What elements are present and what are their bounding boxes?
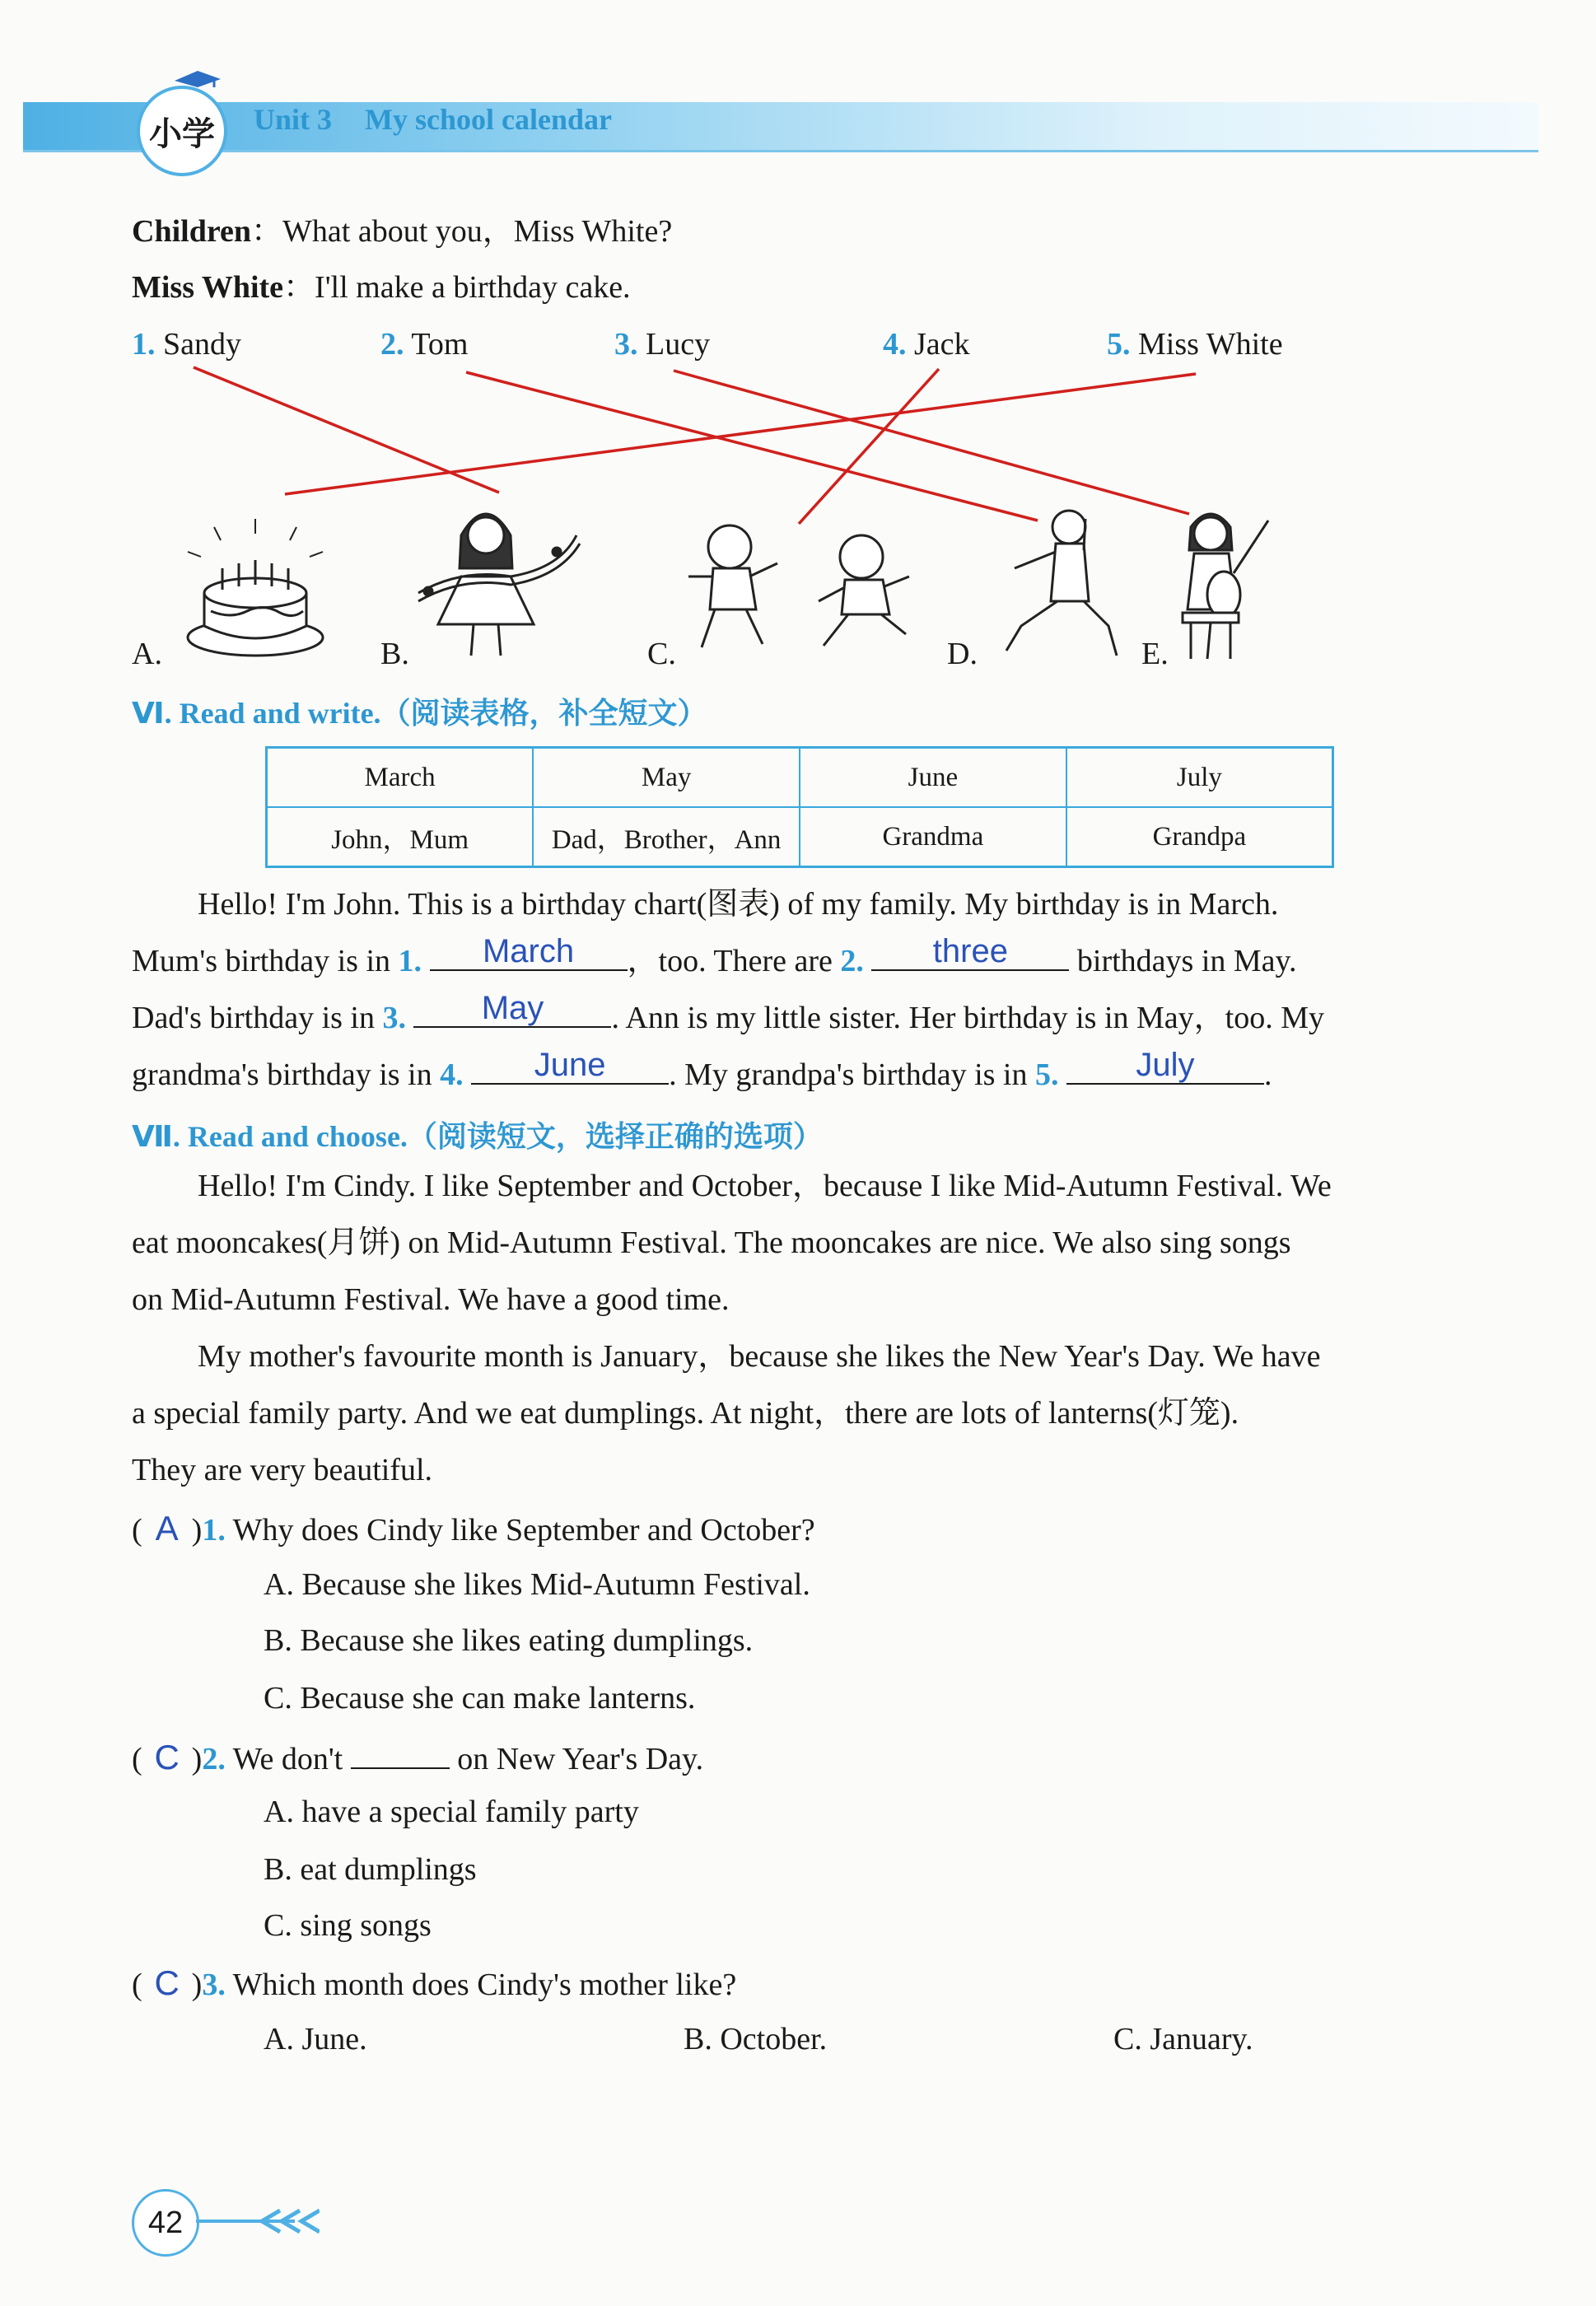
passage-line: Hello! I'm Cindy. I like September and October，because I like Mid-Autumn Festival. We — [198, 1169, 1332, 1203]
question-blank — [351, 1736, 450, 1769]
answer-blank-2[interactable]: three — [871, 938, 1069, 971]
name-item: 1. Sandy — [132, 327, 241, 362]
option: B. October. — [684, 2022, 828, 2056]
page-number: 42 — [132, 2189, 199, 2257]
dialogue-line-2: Miss White：I'll make a birthday cake. — [132, 270, 631, 305]
answer-choice-1[interactable]: A — [155, 1509, 179, 1547]
name-item: 2. Tom — [380, 327, 469, 362]
question-1: ( A )1. Why does Cindy like September and October? — [132, 1509, 815, 1547]
table-cell: Dad，Brother，Ann — [533, 807, 800, 867]
passage-line: Hello! I'm John. This is a birthday chart(图表) of my family. My birthday is in March. — [198, 887, 1279, 922]
header-logo — [137, 86, 227, 176]
answer-blank-3[interactable]: May — [413, 995, 611, 1028]
passage-line: a special family party. And we eat dumplings. At night，there are lots of lanterns(灯笼). — [132, 1396, 1239, 1431]
dialogue-line-1: Children：What about you，Miss White? — [132, 214, 673, 249]
unit-title: My school calendar — [365, 103, 612, 136]
option: C. January. — [1113, 2022, 1253, 2056]
section-7-title: Ⅶ. Read and choose.（阅读短文，选择正确的选项） — [132, 1120, 823, 1153]
passage-line: My mother's favourite month is January，because she likes the New Year's Day. We have — [198, 1339, 1321, 1374]
option: C. sing songs — [264, 1908, 432, 1943]
picture-label-e: E. — [1141, 637, 1169, 671]
table-row — [267, 807, 1333, 867]
question-2: ( C )2. We don't on New Year's Day. — [132, 1738, 704, 1776]
table-cell: June — [800, 748, 1066, 808]
birthday-chart-table — [265, 746, 1334, 868]
option: A. Because she likes Mid-Autumn Festival. — [264, 1567, 810, 1602]
header-band — [23, 102, 1538, 152]
table-cell: Grandma — [800, 807, 1066, 867]
singing-girl-icon — [418, 514, 580, 656]
logo-text: 小学 — [149, 114, 215, 153]
name-item: 3. Lucy — [614, 327, 711, 362]
passage-7 — [132, 1158, 1472, 1499]
speaker: Miss White — [132, 270, 284, 305]
match-lines — [194, 367, 1196, 524]
table-cell: March — [267, 748, 534, 808]
passage-6 — [132, 876, 1472, 1104]
answer-blank-5[interactable]: July — [1066, 1052, 1264, 1085]
speaker: Children — [132, 214, 252, 249]
answer-blank-1[interactable]: March — [430, 938, 628, 971]
graduation-cap-icon — [173, 69, 222, 89]
section-6-title: Ⅵ. Read and write.（阅读表格，补全短文） — [132, 697, 707, 730]
picture-label-c: C. — [647, 637, 676, 671]
option: A. have a special family party — [264, 1795, 639, 1829]
tai-chi-man-icon — [1006, 511, 1117, 656]
answer-blank-4[interactable]: June — [471, 1052, 669, 1085]
picture-label-a: A. — [132, 637, 162, 671]
table-cell: July — [1066, 748, 1333, 808]
dialogue-text: What about you，Miss White? — [282, 214, 673, 249]
table-cell: Grandpa — [1066, 807, 1333, 867]
question-3: ( C )3. Which month does Cindy's mother like? — [132, 1963, 737, 2002]
picture-label-d: D. — [947, 637, 978, 671]
unit-label: Unit 3 — [254, 103, 333, 136]
table-cell: May — [533, 748, 800, 808]
option: B. eat dumplings — [264, 1852, 477, 1887]
table-row — [267, 748, 1333, 808]
dialogue-text: I'll make a birthday cake. — [315, 270, 631, 305]
two-boys-running-icon — [688, 525, 909, 647]
birthday-cake-icon — [188, 519, 323, 656]
passage-line: grandma's birthday is in 4. June . My grandpa's birthday is in 5. July . — [132, 1047, 1272, 1092]
pipa-girl-icon — [1183, 514, 1268, 659]
option: B. Because she likes eating dumplings. — [264, 1623, 754, 1658]
passage-line: They are very beautiful. — [132, 1453, 433, 1487]
passage-line: eat mooncakes(月饼) on Mid-Autumn Festival. The mooncakes are nice. We also sing songs — [132, 1225, 1291, 1260]
name-item: 4. Jack — [883, 327, 970, 362]
passage-line: on Mid-Autumn Festival. We have a good time. — [132, 1282, 730, 1317]
arrow-decoration-icon — [196, 2207, 320, 2235]
answer-choice-2[interactable]: C — [154, 1738, 180, 1776]
name-item: 5. Miss White — [1107, 327, 1283, 362]
passage-line: Dad's birthday is in 3. May . Ann is my little sister. Her birthday is in May，too. My — [132, 990, 1325, 1035]
header-title — [254, 102, 645, 137]
picture-label-b: B. — [380, 637, 409, 671]
passage-line: Mum's birthday is in 1. March ，too. There are 2. three birthdays in May. — [132, 933, 1297, 978]
option: C. Because she can make lanterns. — [264, 1681, 696, 1715]
answer-choice-3[interactable]: C — [154, 1963, 180, 2002]
table-cell: John，Mum — [267, 807, 534, 867]
option: A. June. — [264, 2022, 367, 2056]
